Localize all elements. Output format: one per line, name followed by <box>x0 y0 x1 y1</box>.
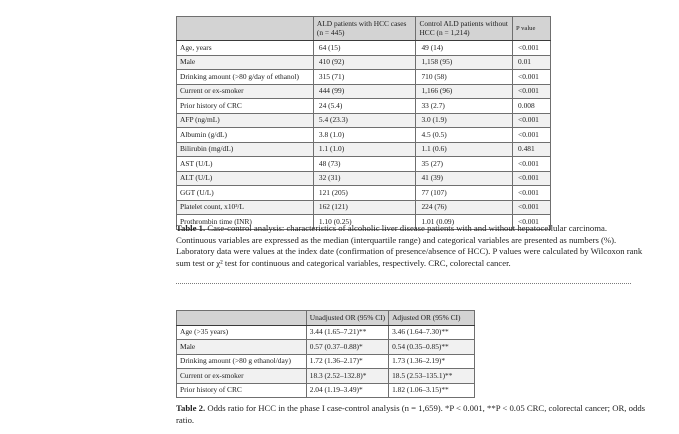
table-2-header-unadjusted: Unadjusted OR (95% CI) <box>306 311 388 326</box>
p-value: <0.001 <box>513 171 551 186</box>
control-value: 49 (14) <box>416 41 513 56</box>
row-label: Drinking amount (>80 g/day of ethanol) <box>177 70 314 85</box>
table-1-header-pvalue: P value <box>513 17 551 41</box>
table-1-header-hcc: ALD patients with HCC cases (n = 445) <box>313 17 416 41</box>
adjusted-or: 1.82 (1.06–3.15)** <box>389 383 475 398</box>
table-row <box>177 41 551 56</box>
p-value: 0.008 <box>513 99 551 114</box>
control-value: 41 (39) <box>416 171 513 186</box>
unadjusted-or: 18.3 (2.52–132.8)* <box>306 369 388 384</box>
table-row <box>177 354 475 369</box>
table-2-caption <box>176 403 646 426</box>
hcc-value: 24 (5.4) <box>313 99 416 114</box>
table-row <box>177 383 475 398</box>
hcc-value: 162 (121) <box>313 200 416 215</box>
row-label: Male <box>177 340 307 355</box>
table-1 <box>176 16 551 230</box>
row-label: Albumin (g/dL) <box>177 128 314 143</box>
table-1-caption-label: Table 1. <box>176 223 206 233</box>
table-1-header-label <box>177 17 314 41</box>
hcc-value: 48 (73) <box>313 157 416 172</box>
table-2-header-label <box>177 311 307 326</box>
row-label: Drinking amount (>80 g ethanol/day) <box>177 354 307 369</box>
row-label: Prior history of CRC <box>177 383 307 398</box>
row-label: ALT (U/L) <box>177 171 314 186</box>
table-row <box>177 142 551 157</box>
table-1-caption-text: Case-control analysis: characteristics of alcoholic liver disease patients with and without hepatocellular carcinoma. Continuous variables are expressed as the median (interquartile range) and categorical variables are presented as numbers (%). Laboratory data were values at the index date (confirmation of presence/absence of HCC). P values were calculated by Wilcoxon rank sum test or χ² test for continuous and categorical variables, respectively. CRC, colorectal cancer. <box>176 223 643 268</box>
row-label: Male <box>177 55 314 70</box>
p-value: <0.001 <box>513 128 551 143</box>
hcc-value: 64 (15) <box>313 41 416 56</box>
row-label: Prothrombin time (INR) <box>177 215 314 230</box>
hcc-value: 3.8 (1.0) <box>313 128 416 143</box>
control-value: 1,166 (96) <box>416 84 513 99</box>
p-value: <0.001 <box>513 84 551 99</box>
table-1-caption <box>176 223 646 269</box>
p-value: 0.481 <box>513 142 551 157</box>
p-value: <0.001 <box>513 215 551 230</box>
hcc-value: 444 (99) <box>313 84 416 99</box>
p-value: 0.01 <box>513 55 551 70</box>
row-label: Prior history of CRC <box>177 99 314 114</box>
table-row <box>177 70 551 85</box>
row-label: AFP (ng/mL) <box>177 113 314 128</box>
p-value: <0.001 <box>513 113 551 128</box>
adjusted-or: 0.54 (0.35–0.85)** <box>389 340 475 355</box>
table-2-caption-text: Odds ratio for HCC in the phase I case-control analysis (n = 1,659). *P < 0.001, **P < 0.05 CRC, colorectal cancer; OR, odds ratio. <box>176 403 646 425</box>
adjusted-or: 3.46 (1.64–7.30)** <box>389 325 475 340</box>
row-label: Platelet count, x10³/L <box>177 200 314 215</box>
unadjusted-or: 3.44 (1.65–7.21)** <box>306 325 388 340</box>
p-value: <0.001 <box>513 70 551 85</box>
section-divider <box>176 283 631 284</box>
control-value: 3.0 (1.9) <box>416 113 513 128</box>
control-value: 77 (107) <box>416 186 513 201</box>
table-2-caption-label: Table 2. <box>176 403 206 413</box>
hcc-value: 5.4 (23.3) <box>313 113 416 128</box>
adjusted-or: 1.73 (1.36–2.19)* <box>389 354 475 369</box>
table-row <box>177 113 551 128</box>
row-label: Bilirubin (mg/dL) <box>177 142 314 157</box>
row-label: AST (U/L) <box>177 157 314 172</box>
table-row <box>177 171 551 186</box>
control-value: 1.01 (0.09) <box>416 215 513 230</box>
table-row <box>177 157 551 172</box>
row-label: Current or ex-smoker <box>177 84 314 99</box>
hcc-value: 1.10 (0.25) <box>313 215 416 230</box>
table-2 <box>176 310 475 398</box>
table-row <box>177 84 551 99</box>
control-value: 1.1 (0.6) <box>416 142 513 157</box>
row-label: GGT (U/L) <box>177 186 314 201</box>
table-row <box>177 186 551 201</box>
p-value: <0.001 <box>513 200 551 215</box>
control-value: 1,158 (95) <box>416 55 513 70</box>
table-row <box>177 99 551 114</box>
unadjusted-or: 2.04 (1.19–3.49)* <box>306 383 388 398</box>
row-label: Current or ex-smoker <box>177 369 307 384</box>
control-value: 4.5 (0.5) <box>416 128 513 143</box>
table-1-header-row <box>177 17 551 41</box>
table-row <box>177 200 551 215</box>
table-row <box>177 369 475 384</box>
p-value: <0.001 <box>513 186 551 201</box>
adjusted-or: 18.5 (2.53–135.1)** <box>389 369 475 384</box>
hcc-value: 410 (92) <box>313 55 416 70</box>
control-value: 35 (27) <box>416 157 513 172</box>
table-2-header-row <box>177 311 475 326</box>
table-row <box>177 325 475 340</box>
table-2-header-adjusted: Adjusted OR (95% CI) <box>389 311 475 326</box>
control-value: 224 (76) <box>416 200 513 215</box>
table-row <box>177 55 551 70</box>
control-value: 33 (2.7) <box>416 99 513 114</box>
table-1-header-control: Control ALD patients without HCC (n = 1,214) <box>416 17 513 41</box>
row-label: Age (>35 years) <box>177 325 307 340</box>
table-row <box>177 128 551 143</box>
hcc-value: 315 (71) <box>313 70 416 85</box>
hcc-value: 121 (205) <box>313 186 416 201</box>
row-label: Age, years <box>177 41 314 56</box>
hcc-value: 32 (31) <box>313 171 416 186</box>
control-value: 710 (58) <box>416 70 513 85</box>
unadjusted-or: 0.57 (0.37–0.88)* <box>306 340 388 355</box>
p-value: <0.001 <box>513 157 551 172</box>
p-value: <0.001 <box>513 41 551 56</box>
table-row <box>177 340 475 355</box>
unadjusted-or: 1.72 (1.36–2.17)* <box>306 354 388 369</box>
hcc-value: 1.1 (1.0) <box>313 142 416 157</box>
